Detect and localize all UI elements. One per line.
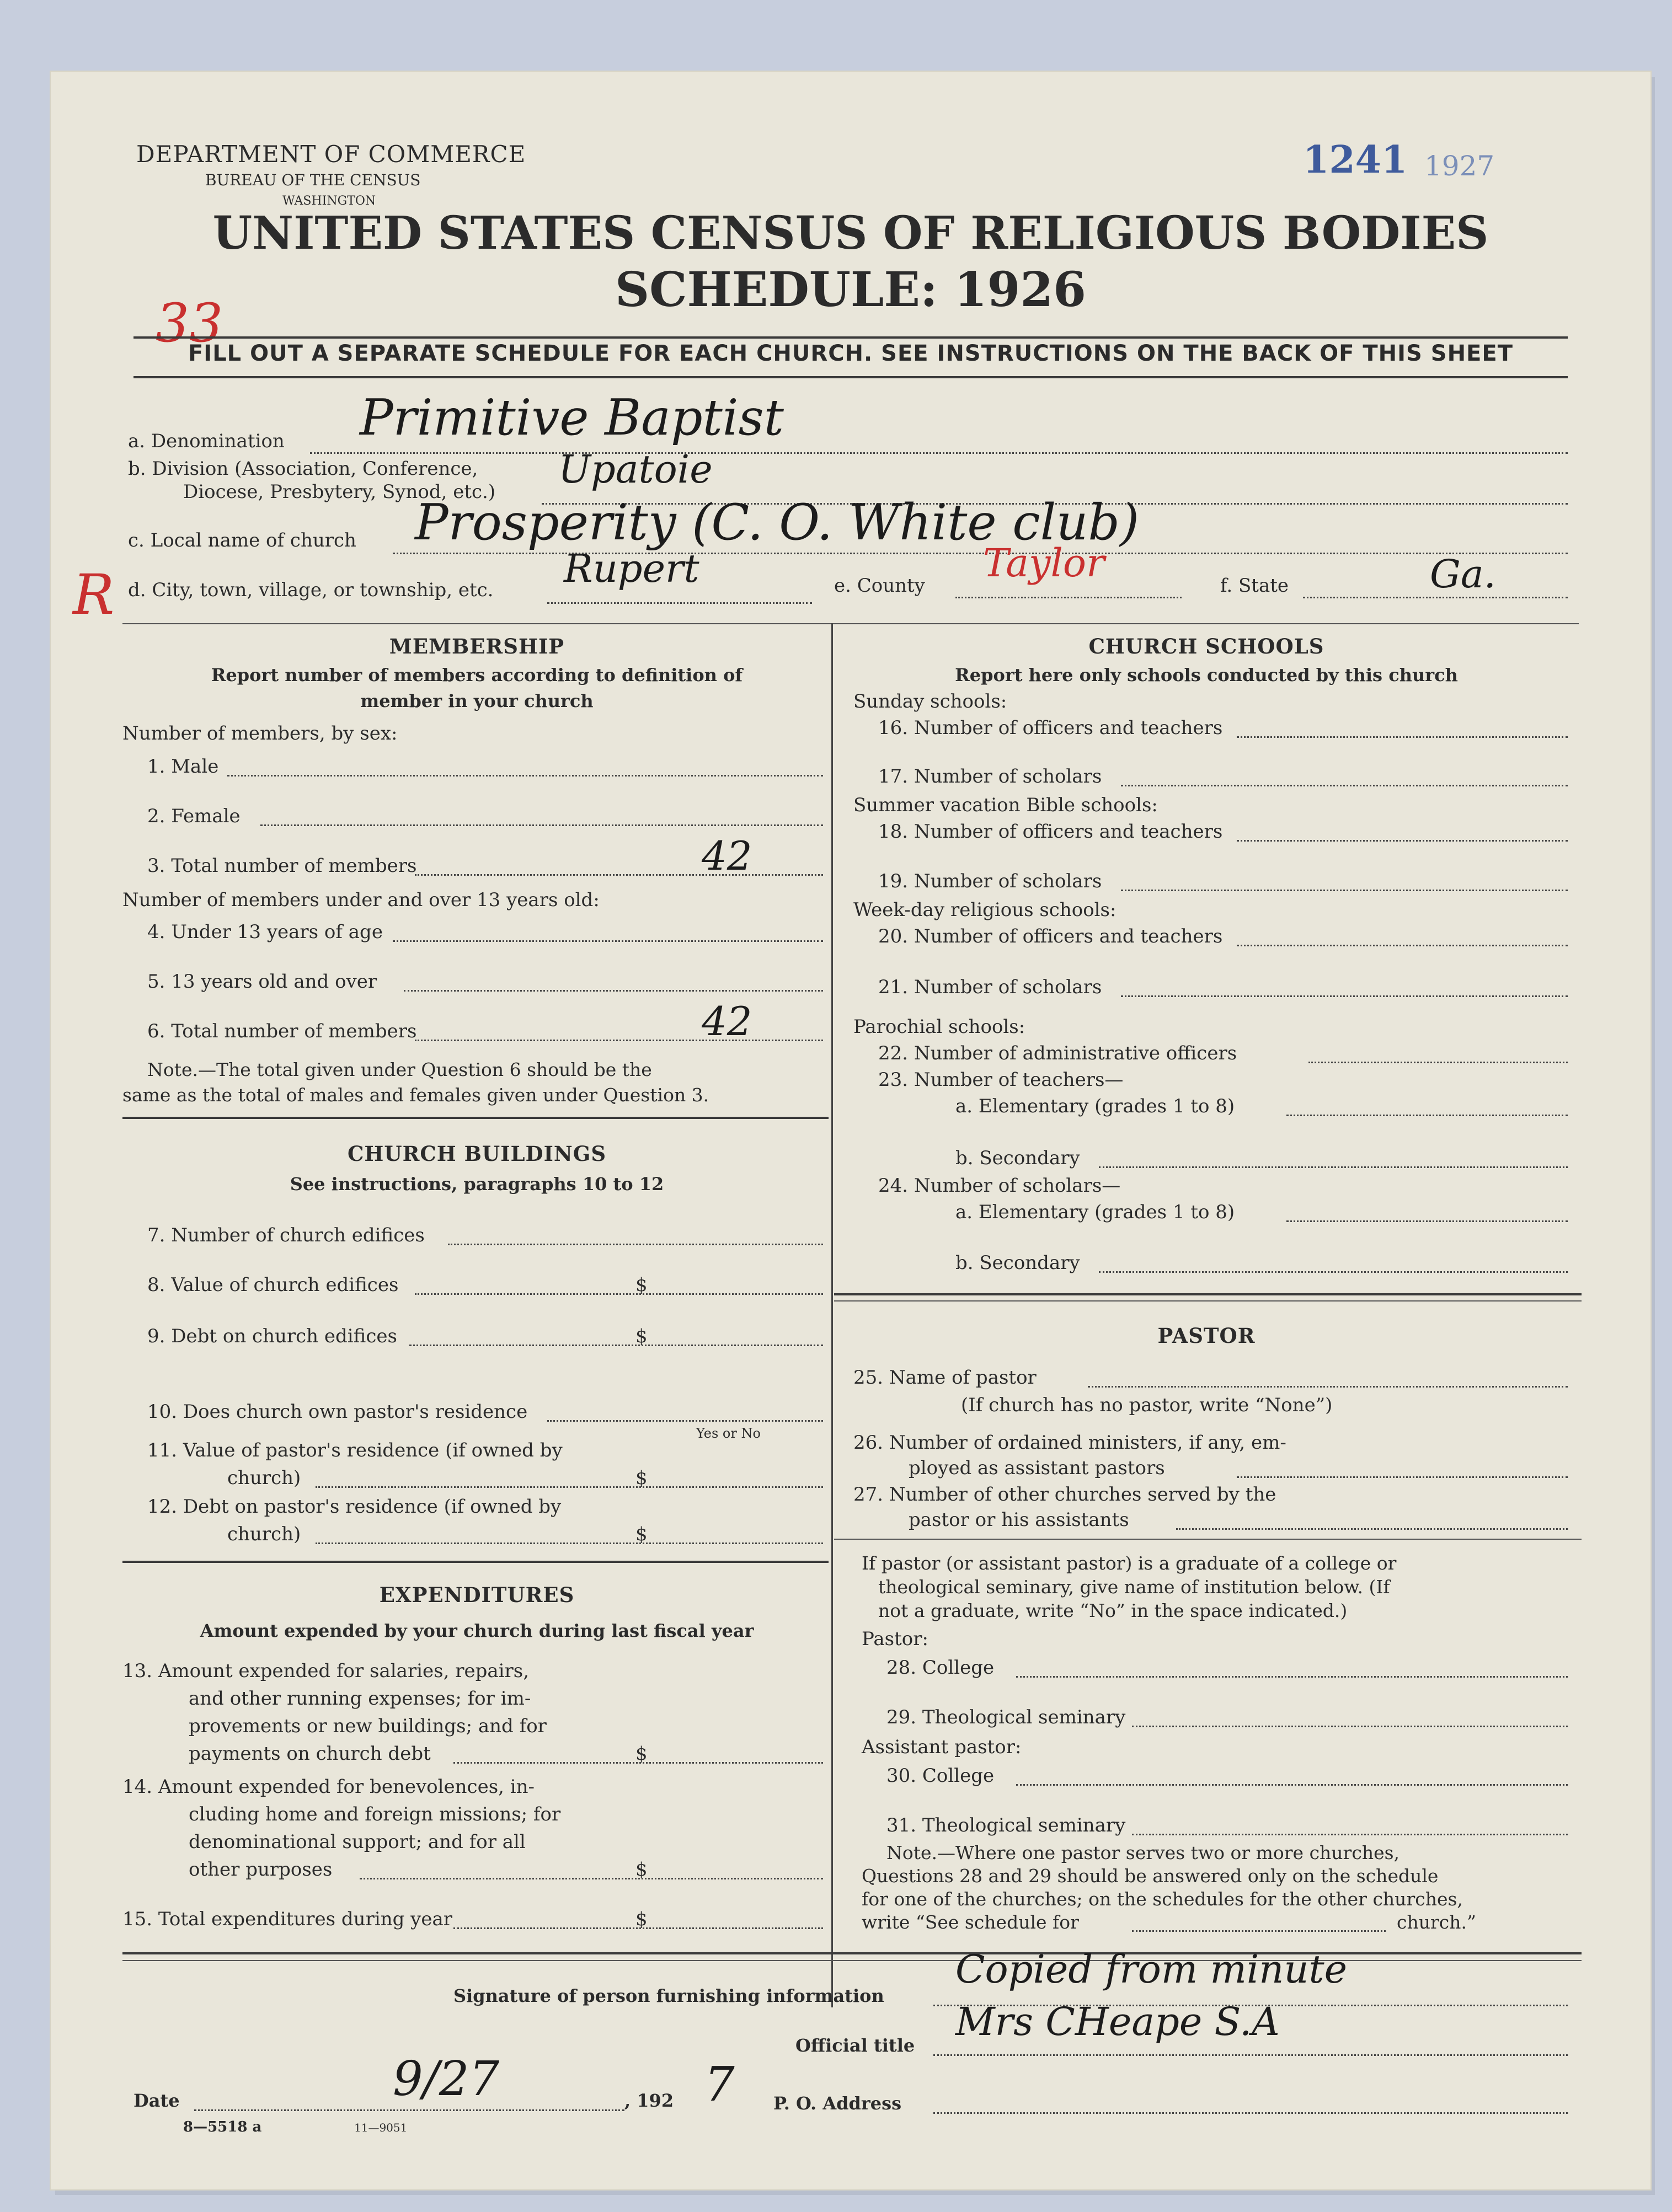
graduate-instr-3: not a graduate, write “No” in the space indicated.) xyxy=(878,1600,1348,1621)
denomination-value[interactable]: Primitive Baptist xyxy=(360,389,784,447)
q9-label: 9. Debt on church edifices xyxy=(147,1325,397,1347)
denomination-label: a. Denomination xyxy=(128,430,285,452)
q31-label: 31. Theological seminary xyxy=(886,1814,1126,1836)
year-value[interactable]: 7 xyxy=(704,2057,735,2112)
membership-note-1: Note.—The total given under Question 6 should be the xyxy=(147,1059,652,1080)
county-label: e. County xyxy=(834,575,925,597)
q11-dollar: $ xyxy=(635,1467,648,1489)
form-title: UNITED STATES CENSUS OF RELIGIOUS BODIES xyxy=(212,207,1489,260)
expenditures-sub: Amount expended by your church during last fiscal year xyxy=(200,1620,754,1641)
q23a-label: a. Elementary (grades 1 to 8) xyxy=(955,1095,1235,1117)
parochial-schools-label: Parochial schools: xyxy=(853,1016,1025,1038)
q14-label-2: cluding home and foreign missions; for xyxy=(189,1803,561,1825)
county-value[interactable]: Taylor xyxy=(983,540,1105,586)
pastor-heading: PASTOR xyxy=(1157,1324,1256,1348)
q23b-label: b. Secondary xyxy=(955,1147,1080,1169)
q6-value[interactable]: 42 xyxy=(702,998,752,1045)
q26-label-2: ployed as assistant pastors xyxy=(909,1457,1165,1479)
schools-sub: Report here only schools conducted by this church xyxy=(955,665,1458,685)
q9-dollar: $ xyxy=(635,1325,648,1347)
members-by-sex: Number of members, by sex: xyxy=(122,722,398,745)
q14-label-1: 14. Amount expended for benevolences, in- xyxy=(122,1776,535,1798)
schedule-title: SCHEDULE: 1926 xyxy=(615,262,1086,318)
church-name-label: c. Local name of church xyxy=(128,529,356,551)
red-mark-letter: R xyxy=(73,563,115,627)
q25-note: (If church has no pastor, write “None”) xyxy=(961,1394,1333,1416)
q20-label: 20. Number of officers and teachers xyxy=(878,925,1223,947)
membership-heading: MEMBERSHIP xyxy=(389,634,565,658)
membership-note-2: same as the total of males and females given under Question 3. xyxy=(122,1084,709,1106)
q3-label: 3. Total number of members xyxy=(147,855,417,877)
date-label: Date xyxy=(133,2090,180,2111)
official-title-label: Official title xyxy=(795,2035,915,2056)
church-name-value[interactable]: Prosperity (C. O. White club) xyxy=(415,494,1140,551)
weekday-schools-label: Week-day religious schools: xyxy=(853,899,1117,921)
q13-label-4: payments on church debt xyxy=(189,1743,431,1765)
city-value[interactable]: Rupert xyxy=(564,546,699,591)
q12-label-1: 12. Debt on pastor's residence (if owned by xyxy=(147,1496,562,1518)
year-prefix: , 192 xyxy=(624,2090,674,2111)
q27-label-1: 27. Number of other churches served by the xyxy=(853,1483,1276,1506)
schools-heading: CHURCH SCHOOLS xyxy=(1088,634,1324,658)
state-label: f. State xyxy=(1220,575,1289,597)
q11-label-1: 11. Value of pastor's residence (if owned by xyxy=(147,1439,563,1461)
buildings-heading: CHURCH BUILDINGS xyxy=(347,1142,607,1166)
q13-dollar: $ xyxy=(635,1743,648,1765)
pastor-note-1: Note.—Where one pastor serves two or more churches, xyxy=(886,1842,1400,1863)
q2-label: 2. Female xyxy=(147,805,241,827)
q26-label-1: 26. Number of ordained ministers, if any, em- xyxy=(853,1432,1286,1454)
assistant-pastor-label: Assistant pastor: xyxy=(862,1736,1022,1758)
department-name: DEPARTMENT OF COMMERCE xyxy=(136,141,526,168)
division-label-1: b. Division (Association, Conference, xyxy=(128,458,478,480)
q23-label: 23. Number of teachers— xyxy=(878,1069,1124,1091)
q3-value[interactable]: 42 xyxy=(702,833,752,879)
red-mark-number: 33 xyxy=(156,292,223,354)
state-value[interactable]: Ga. xyxy=(1430,551,1496,597)
bureau-city: WASHINGTON xyxy=(282,194,376,208)
graduate-instr-2: theological seminary, give name of institution below. (If xyxy=(878,1576,1390,1598)
q24a-label: a. Elementary (grades 1 to 8) xyxy=(955,1201,1235,1223)
q27-label-2: pastor or his assistants xyxy=(909,1509,1129,1531)
sunday-schools-label: Sunday schools: xyxy=(853,690,1007,713)
census-schedule-sheet xyxy=(51,72,1650,2189)
instruction-banner: FILL OUT A SEPARATE SCHEDULE FOR EACH CHURCH. SEE INSTRUCTIONS ON THE BACK OF THIS SHEET xyxy=(188,341,1513,366)
q14-label-4: other purposes xyxy=(189,1858,333,1881)
q29-label: 29. Theological seminary xyxy=(886,1706,1126,1728)
q8-label: 8. Value of church edifices xyxy=(147,1274,399,1296)
q16-label: 16. Number of officers and teachers xyxy=(878,717,1223,739)
summer-schools-label: Summer vacation Bible schools: xyxy=(853,794,1158,816)
q30-label: 30. College xyxy=(886,1765,995,1787)
signature-label: Signature of person furnishing information xyxy=(453,1985,884,2006)
q13-label-1: 13. Amount expended for salaries, repairs, xyxy=(122,1660,530,1682)
q24-label: 24. Number of scholars— xyxy=(878,1175,1121,1197)
pastor-note-5: church.” xyxy=(1397,1911,1476,1933)
q10-label: 10. Does church own pastor's residence xyxy=(147,1401,528,1423)
membership-intro-1: Report number of members according to definition of xyxy=(211,665,743,685)
q12-dollar: $ xyxy=(635,1523,648,1545)
yes-no-hint: Yes or No xyxy=(696,1426,761,1441)
pastor-note-2: Questions 28 and 29 should be answered only on the schedule xyxy=(862,1865,1439,1887)
division-value[interactable]: Upatoie xyxy=(558,447,713,492)
q6-label: 6. Total number of members xyxy=(147,1020,417,1042)
bureau-name: BUREAU OF THE CENSUS xyxy=(205,171,421,189)
pastor-note-4: write “See schedule for xyxy=(862,1911,1079,1933)
q22-label: 22. Number of administrative officers xyxy=(878,1042,1237,1064)
pastor-sub-label: Pastor: xyxy=(862,1628,928,1650)
q11-label-2: church) xyxy=(227,1467,301,1489)
division-label-2: Diocese, Presbytery, Synod, etc.) xyxy=(183,481,496,503)
buildings-sub: See instructions, paragraphs 10 to 12 xyxy=(290,1174,664,1195)
graduate-instr-1: If pastor (or assistant pastor) is a graduate of a college or xyxy=(862,1552,1397,1574)
q17-label: 17. Number of scholars xyxy=(878,765,1102,788)
q15-label: 15. Total expenditures during year xyxy=(122,1908,453,1930)
city-label: d. City, town, village, or township, etc. xyxy=(128,579,494,601)
q8-dollar: $ xyxy=(635,1274,648,1296)
q5-label: 5. 13 years old and over xyxy=(147,971,377,993)
members-by-age: Number of members under and over 13 years old: xyxy=(122,889,600,911)
po-address-label: P. O. Address xyxy=(773,2093,902,2114)
q24b-label: b. Secondary xyxy=(955,1252,1080,1274)
membership-intro-2: member in your church xyxy=(360,690,594,711)
form-number: 8—5518 a xyxy=(183,2119,262,2135)
q15-dollar: $ xyxy=(635,1908,648,1930)
q7-label: 7. Number of church edifices xyxy=(147,1224,425,1246)
q19-label: 19. Number of scholars xyxy=(878,870,1102,892)
stamp-year: 1927 xyxy=(1424,150,1495,182)
signature-value[interactable]: Copied from minute xyxy=(955,1947,1348,1992)
q25-label: 25. Name of pastor xyxy=(853,1367,1037,1389)
q14-label-3: denominational support; and for all xyxy=(189,1831,526,1853)
official-title-value[interactable]: Mrs CHeape S.A xyxy=(955,1999,1280,2044)
expenditures-heading: EXPENDITURES xyxy=(379,1583,575,1607)
q4-label: 4. Under 13 years of age xyxy=(147,921,383,943)
form-number-2: 11—9051 xyxy=(354,2121,408,2134)
q1-label: 1. Male xyxy=(147,756,219,778)
date-value[interactable]: 9/27 xyxy=(393,2052,500,2107)
stamp-number: 1241 xyxy=(1303,138,1408,182)
pastor-note-3: for one of the churches; on the schedules for the other churches, xyxy=(862,1888,1463,1910)
q13-label-2: and other running expenses; for im- xyxy=(189,1688,531,1710)
q12-label-2: church) xyxy=(227,1523,301,1545)
q21-label: 21. Number of scholars xyxy=(878,976,1102,998)
q13-label-3: provements or new buildings; and for xyxy=(189,1715,547,1737)
q14-dollar: $ xyxy=(635,1858,648,1881)
q28-label: 28. College xyxy=(886,1657,995,1679)
q18-label: 18. Number of officers and teachers xyxy=(878,821,1223,843)
